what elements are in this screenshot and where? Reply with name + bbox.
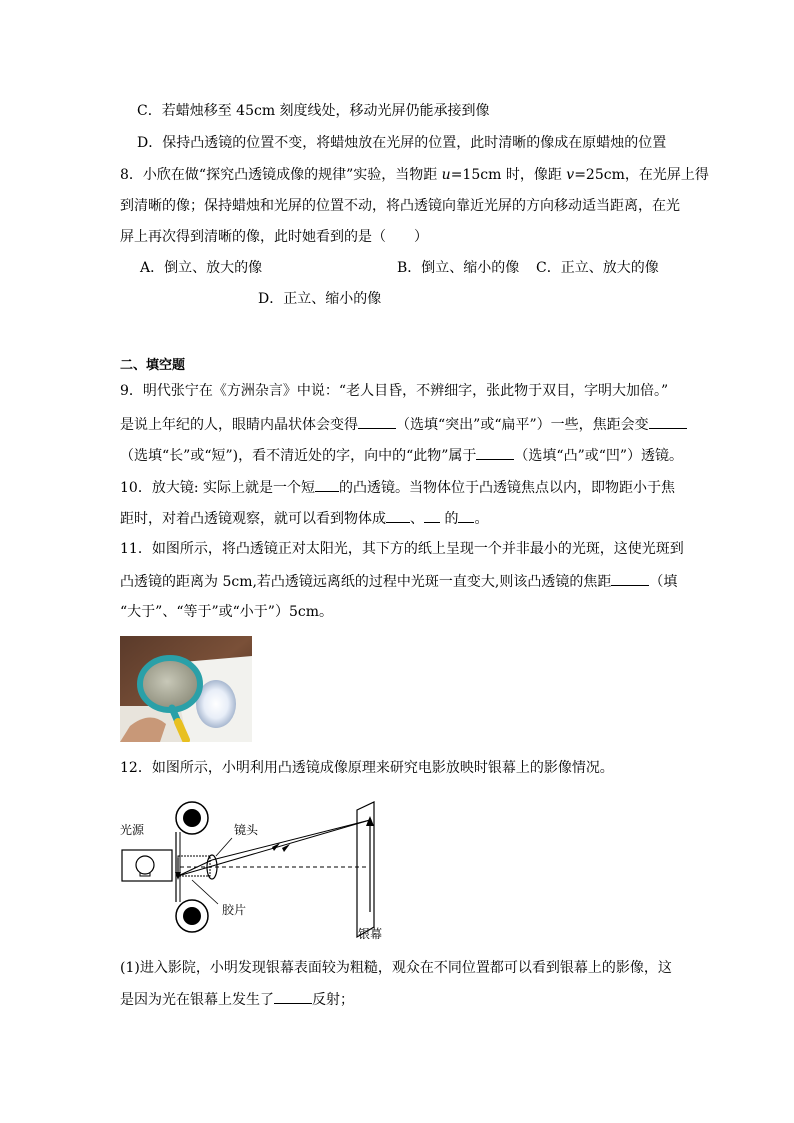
- q9-line-1: 9．明代张宁在《方洲杂言》中说：“老人目昏，不辨细字，张此物于双目，字明大加倍。”: [120, 383, 669, 399]
- q9-text: 是说上年纪的人，眼睛内晶状体会变得: [120, 417, 358, 433]
- answer-blank[interactable]: [476, 445, 514, 460]
- film-label: 胶片: [222, 903, 247, 917]
- q10-text: 。: [474, 511, 489, 527]
- q8-option-a: A．倒立、放大的像: [140, 260, 263, 276]
- q9-line-3: [120, 445, 683, 466]
- q8-v-variable: v: [566, 167, 575, 183]
- q12-line-1: 12．如图所示，小明利用凸透镜成像原理来研究电影放映时银幕上的影像情况。: [120, 760, 614, 776]
- q7-option-c: C．若蜡烛移至 45cm 刻度线处，移动光屏仍能承接到像: [137, 103, 490, 119]
- q10-line-1: [120, 477, 675, 498]
- q8-text: =25cm，在光屏上得: [574, 167, 709, 183]
- q12-text: 是因为光在银幕上发生了: [120, 992, 274, 1008]
- section-title: 二、填空题: [120, 358, 186, 373]
- q12-text: 反射；: [312, 992, 354, 1008]
- q10-line-2: [120, 508, 488, 529]
- lens-label: 镜头: [234, 823, 259, 837]
- q12-sub1-line-2: [120, 989, 354, 1010]
- q8-text: =15cm 时，像距: [450, 167, 567, 183]
- q8-option-d: D．正立、缩小的像: [258, 291, 382, 307]
- projector-diagram: [112, 792, 402, 942]
- answer-blank[interactable]: [386, 508, 410, 523]
- q12-sub1-line-1: (1)进入影院，小明发现银幕表面较为粗糙，观众在不同位置都可以看到银幕上的影像，这: [120, 960, 672, 976]
- screen-label: 银幕: [358, 927, 383, 941]
- q9-text: （选填“突出”或“扁平”）一些，焦距会变: [396, 417, 649, 433]
- answer-blank[interactable]: [649, 414, 687, 429]
- light-source-label: 光源: [120, 823, 145, 837]
- answer-blank[interactable]: [424, 508, 440, 523]
- q11-text: 凸透镜的距离为 5cm,若凸透镜远离纸的过程中光斑一直变大,则该凸透镜的焦距: [120, 574, 612, 590]
- answer-blank[interactable]: [358, 414, 396, 429]
- magnifier-photo: [120, 636, 252, 742]
- q10-text: 距时，对着凸透镜观察，就可以看到物体成: [120, 511, 386, 527]
- q8-line-1: [120, 165, 709, 185]
- q8-line-2: 到清晰的像；保持蜡烛和光屏的位置不动，将凸透镜向靠近光屏的方向移动适当距离，在光: [120, 198, 680, 214]
- q11-line-2: [120, 571, 677, 592]
- q8-option-c: C．正立、放大的像: [536, 260, 659, 276]
- q10-text: 的: [440, 511, 459, 527]
- q8-line-3: 屏上再次得到清晰的像，此时她看到的是（ ）: [120, 229, 428, 245]
- answer-blank[interactable]: [315, 477, 339, 492]
- q8-option-b: B．倒立、缩小的像: [397, 260, 520, 276]
- q8-text: 8．小欣在做“探究凸透镜成像的规律”实验，当物距: [120, 167, 442, 183]
- q11-text: （填: [649, 574, 678, 590]
- q9-text: （选填“长”或“短”)，看不清近处的字，向中的“此物”属于: [120, 448, 477, 464]
- q10-text: 的凸透镜。当物体位于凸透镜焦点以内，即物距小于焦: [338, 480, 675, 496]
- q10-text: 、: [410, 511, 424, 527]
- q10-text: 10．放大镜: 实际上就是一个短: [120, 480, 315, 496]
- q11-line-3: “大于”、“等于”或“小于”）5cm。: [120, 604, 333, 620]
- q7-option-d: D．保持凸透镜的位置不变，将蜡烛放在光屏的位置，此时清晰的像成在原蜡烛的位置: [137, 135, 667, 151]
- q9-line-2: [120, 414, 687, 435]
- q9-text: （选填“凸”或“凹”）透镜。: [514, 448, 684, 464]
- answer-blank[interactable]: [458, 508, 474, 523]
- q8-u-variable: u: [441, 167, 451, 183]
- q11-line-1: 11．如图所示，将凸透镜正对太阳光，其下方的纸上呈现一个并非最小的光斑，这使光斑到: [120, 541, 684, 557]
- answer-blank[interactable]: [611, 571, 649, 586]
- answer-blank[interactable]: [274, 989, 312, 1004]
